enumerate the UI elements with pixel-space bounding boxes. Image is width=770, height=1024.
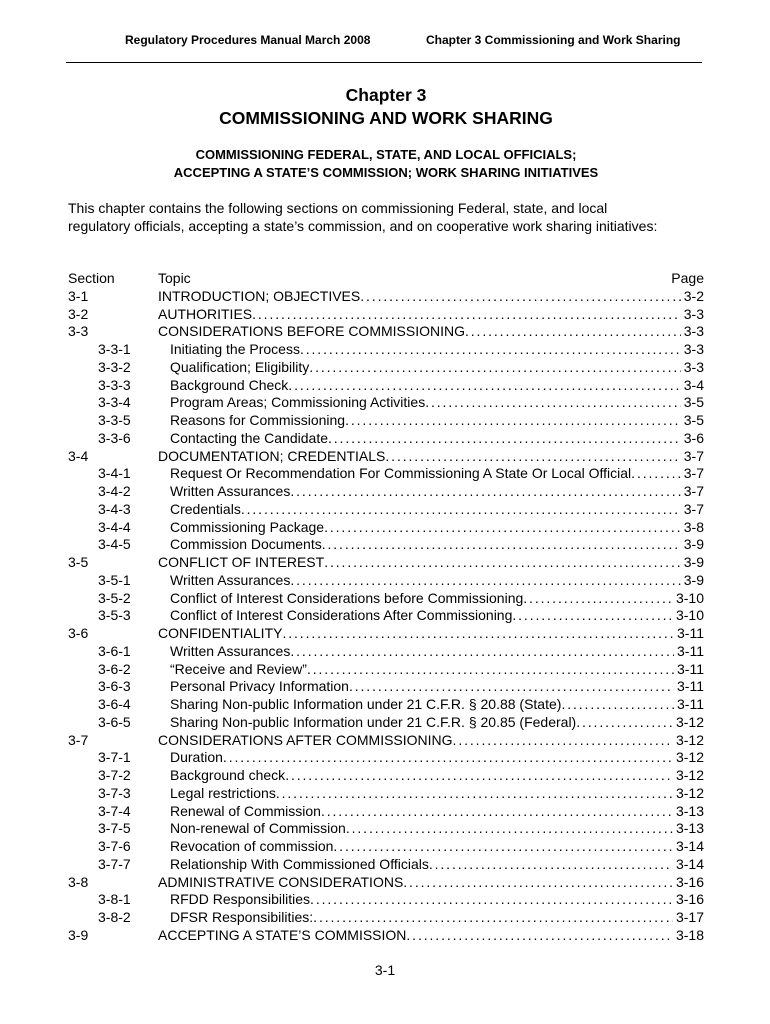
toc-page-number: 3-18: [675, 926, 704, 943]
toc-subsection-number: 3-4-4: [98, 518, 131, 535]
chapter-title: COMMISSIONING AND WORK SHARING: [219, 108, 553, 128]
toc-topic: Personal Privacy Information: [170, 678, 349, 695]
toc-topic: Written Assurances: [170, 483, 291, 499]
toc-section-number: 3-8: [68, 873, 89, 890]
toc-row: [68, 803, 704, 821]
toc-leader-dots: [321, 803, 673, 821]
toc-topic: Legal restrictions: [170, 784, 276, 801]
toc-subsection-number: 3-5-1: [98, 571, 131, 588]
toc-leader-dots: [307, 661, 674, 679]
header-rule: [66, 62, 702, 63]
toc-leader-dots: [322, 536, 681, 554]
toc-topic: Background Check: [170, 376, 289, 393]
toc-topic: Request Or Recommendation For Commissioning A State Or Local Official: [170, 465, 632, 482]
toc-page-number: 3-5: [683, 394, 704, 411]
toc-topic: Initiating the Process: [170, 341, 300, 357]
toc-leader-dots: [290, 483, 680, 501]
toc-subsection-number: 3-6-1: [98, 642, 131, 659]
toc-topic: Reasons for Commissioning: [170, 412, 346, 428]
running-header-right: Chapter 3 Commissioning and Work Sharing: [426, 33, 681, 47]
toc-topic: CONFLICT OF INTEREST: [158, 554, 325, 570]
toc-row: [68, 714, 704, 732]
toc-row: [68, 306, 704, 324]
toc-subsection-number: 3-5-2: [98, 589, 131, 606]
toc-page-number: 3-16: [675, 891, 704, 908]
toc-page-number: 3-11: [677, 660, 704, 677]
toc-topic: Sharing Non-public Information under 21 C.F.R. § 20.85 (Federal): [170, 713, 577, 730]
toc-subsection-number: 3-7-4: [98, 802, 131, 819]
toc-header-row: [68, 270, 704, 288]
toc-section-number: 3-6: [68, 625, 89, 641]
toc-topic: DOCUMENTATION; CREDENTIALS: [158, 447, 386, 464]
toc-subsection-number: 3-7-1: [98, 749, 131, 766]
toc-row: [68, 749, 704, 767]
toc-page-number: 3-11: [677, 678, 704, 695]
toc-leader-dots: [512, 607, 673, 625]
toc-subsection-number: 3-4-3: [98, 500, 131, 517]
toc-topic: INTRODUCTION; OBJECTIVES: [158, 287, 361, 304]
table-of-contents: [68, 270, 704, 945]
toc-page-number: 3-5: [683, 412, 704, 428]
toc-subsection-number: 3-3-2: [98, 358, 131, 375]
toc-page-number: 3-11: [677, 642, 704, 659]
toc-row: [68, 483, 704, 501]
toc-page-number: 3-8: [683, 518, 704, 535]
toc-subsection-number: 3-4-5: [98, 536, 131, 553]
toc-leader-dots: [465, 323, 681, 341]
chapter-number: Chapter 3: [345, 85, 427, 105]
toc-leader-dots: [345, 412, 681, 430]
toc-page-number: 3-7: [683, 447, 704, 464]
toc-page-number: 3-14: [675, 855, 704, 872]
toc-topic: CONSIDERATIONS AFTER COMMISSIONING: [158, 731, 453, 748]
toc-topic: Revocation of commission: [170, 838, 334, 854]
toc-row: [68, 501, 704, 519]
toc-topic: DFSR Responsibilities:: [170, 909, 314, 925]
toc-page-number: 3-4: [683, 376, 704, 393]
toc-row: [68, 572, 704, 590]
toc-row: [68, 909, 704, 927]
toc-page-number: 3-11: [677, 696, 704, 712]
toc-leader-dots: [223, 749, 673, 767]
toc-subsection-number: 3-5-3: [98, 607, 131, 624]
toc-topic: AUTHORITIES: [158, 305, 253, 322]
toc-leader-dots: [333, 838, 673, 856]
toc-topic: Duration: [170, 749, 223, 766]
toc-leader-dots: [285, 767, 673, 785]
toc-topic: Background check: [170, 767, 286, 783]
toc-row: [68, 607, 704, 625]
toc-page-number: 3-6: [683, 429, 704, 446]
toc-subsection-number: 3-3-4: [98, 394, 131, 411]
toc-row: [68, 394, 704, 412]
toc-section-number: 3-4: [68, 447, 89, 464]
toc-leader-dots: [561, 696, 674, 714]
toc-row: [68, 856, 704, 874]
toc-page-number: 3-9: [683, 554, 704, 570]
chapter-subtitle-line-1: COMMISSIONING FEDERAL, STATE, AND LOCAL OFFICIALS;: [195, 147, 577, 162]
toc-subsection-number: 3-7-2: [98, 767, 131, 783]
toc-leader-dots: [406, 927, 673, 945]
toc-row: [68, 323, 704, 341]
toc-page-number: 3-7: [683, 483, 704, 499]
toc-topic: Relationship With Commissioned Officials: [170, 855, 429, 872]
toc-page-number: 3-17: [675, 909, 704, 925]
toc-topic: CONSIDERATIONS BEFORE COMMISSIONING: [158, 323, 465, 340]
toc-topic: Program Areas; Commissioning Activities: [170, 394, 426, 411]
toc-row: [68, 288, 704, 306]
toc-subsection-number: 3-4-2: [98, 483, 131, 499]
toc-leader-dots: [309, 359, 680, 377]
toc-topic: Sharing Non-public Information under 21 C.F.R. § 20.88 (State): [170, 696, 562, 712]
toc-subsection-number: 3-4-1: [98, 465, 131, 482]
toc-leader-dots: [252, 306, 681, 324]
toc-page-number: 3-16: [675, 873, 704, 890]
toc-subsection-number: 3-3-5: [98, 412, 131, 428]
toc-leader-dots: [349, 678, 674, 696]
toc-page-number: 3-7: [683, 500, 704, 517]
toc-topic: Written Assurances: [170, 642, 291, 659]
toc-row: [68, 785, 704, 803]
toc-row: [68, 377, 704, 395]
chapter-subtitle-line-2: ACCEPTING A STATE’S COMMISSION; WORK SHARING INITIATIVES: [173, 165, 599, 180]
toc-topic: Non-renewal of Commission: [170, 820, 346, 837]
toc-column-section: Section: [68, 270, 115, 286]
toc-leader-dots: [310, 891, 673, 909]
toc-page-number: 3-13: [675, 802, 704, 819]
toc-subsection-number: 3-6-3: [98, 678, 131, 695]
toc-subsection-number: 3-7-6: [98, 838, 131, 854]
toc-leader-dots: [276, 785, 673, 803]
toc-leader-dots: [324, 519, 681, 537]
toc-leader-dots: [241, 501, 681, 519]
toc-topic: Written Assurances: [170, 571, 291, 588]
toc-row: [68, 643, 704, 661]
toc-row: [68, 838, 704, 856]
toc-topic: Conflict of Interest Considerations before Commissioning: [170, 589, 524, 606]
toc-row: [68, 678, 704, 696]
toc-row: [68, 820, 704, 838]
toc-row: [68, 341, 704, 359]
toc-row: [68, 661, 704, 679]
toc-subsection-number: 3-7-5: [98, 820, 131, 837]
toc-row: [68, 590, 704, 608]
toc-subsection-number: 3-6-5: [98, 713, 131, 730]
page-number: 3-1: [374, 962, 396, 978]
toc-subsection-number: 3-3-6: [98, 429, 131, 446]
toc-topic: ADMINISTRATIVE CONSIDERATIONS: [158, 873, 404, 890]
toc-subsection-number: 3-6-4: [98, 696, 131, 712]
toc-leader-dots: [300, 341, 681, 359]
toc-leader-dots: [576, 714, 673, 732]
toc-row: [68, 448, 704, 466]
toc-leader-dots: [631, 465, 681, 483]
toc-section-number: 3-1: [68, 287, 89, 304]
toc-topic: Commission Documents: [170, 536, 322, 553]
toc-section-number: 3-3: [68, 323, 89, 340]
toc-topic: Commissioning Package: [170, 518, 325, 535]
toc-page-number: 3-3: [683, 305, 704, 322]
toc-leader-dots: [290, 572, 680, 590]
toc-subsection-number: 3-8-2: [98, 909, 131, 925]
toc-topic: “Receive and Review”: [170, 660, 307, 677]
toc-subsection-number: 3-3-1: [98, 341, 131, 357]
toc-page-number: 3-10: [675, 589, 704, 606]
toc-page-number: 3-12: [675, 731, 704, 748]
toc-page-number: 3-3: [683, 358, 704, 375]
toc-subsection-number: 3-7-7: [98, 855, 131, 872]
toc-page-number: 3-9: [683, 536, 704, 553]
toc-topic: Contacting the Candidate: [170, 429, 328, 446]
toc-leader-dots: [425, 394, 681, 412]
toc-topic: Qualification; Eligibility: [170, 358, 310, 375]
toc-page-number: 3-12: [675, 749, 704, 766]
toc-leader-dots: [385, 448, 680, 466]
toc-leader-dots: [313, 909, 673, 927]
toc-topic: ACCEPTING A STATE’S COMMISSION: [158, 926, 407, 943]
toc-page-number: 3-2: [683, 287, 704, 304]
toc-leader-dots: [324, 554, 681, 572]
toc-page-number: 3-13: [675, 820, 704, 837]
toc-page-number: 3-3: [683, 341, 704, 357]
toc-row: [68, 696, 704, 714]
toc-section-number: 3-7: [68, 731, 89, 748]
toc-row: [68, 874, 704, 892]
toc-row: [68, 625, 704, 643]
toc-row: [68, 430, 704, 448]
toc-section-number: 3-2: [68, 305, 89, 322]
toc-section-number: 3-5: [68, 554, 89, 570]
toc-page-number: 3-12: [675, 767, 704, 783]
toc-leader-dots: [290, 643, 674, 661]
toc-row: [68, 536, 704, 554]
toc-row: [68, 412, 704, 430]
toc-topic: RFDD Responsibilities: [170, 891, 311, 908]
toc-page-number: 3-14: [675, 838, 704, 854]
toc-subsection-number: 3-6-2: [98, 660, 131, 677]
toc-column-page: Page: [671, 270, 704, 286]
toc-leader-dots: [360, 288, 681, 306]
toc-topic: Conflict of Interest Considerations After Commissioning: [170, 607, 513, 624]
toc-subsection-number: 3-8-1: [98, 891, 131, 908]
toc-row: [68, 465, 704, 483]
toc-leader-dots: [288, 377, 680, 395]
toc-leader-dots: [523, 590, 673, 608]
toc-row: [68, 732, 704, 750]
toc-leader-dots: [453, 732, 673, 750]
toc-leader-dots: [282, 625, 674, 643]
toc-column-topic: Topic: [158, 270, 191, 286]
toc-row: [68, 891, 704, 909]
toc-leader-dots: [346, 820, 673, 838]
toc-leader-dots: [328, 430, 681, 448]
toc-row: [68, 767, 704, 785]
toc-page-number: 3-12: [675, 784, 704, 801]
toc-page-number: 3-12: [675, 713, 704, 730]
toc-row: [68, 519, 704, 537]
toc-subsection-number: 3-7-3: [98, 784, 131, 801]
toc-page-number: 3-11: [677, 625, 704, 641]
toc-subsection-number: 3-3-3: [98, 376, 131, 393]
toc-leader-dots: [403, 874, 673, 892]
toc-topic: CONFIDENTIALITY: [158, 625, 283, 641]
intro-paragraph: This chapter contains the following sections on commissioning Federal, state, and local regulatory officials, accepting a state’s commission, and on cooperative work sharing initiatives:: [68, 200, 658, 234]
toc-page-number: 3-3: [683, 323, 704, 340]
toc-row: [68, 554, 704, 572]
toc-row: [68, 359, 704, 377]
running-header-left: Regulatory Procedures Manual March 2008: [125, 33, 371, 47]
toc-page-number: 3-7: [683, 465, 704, 482]
toc-row: [68, 927, 704, 945]
toc-leader-dots: [429, 856, 673, 874]
toc-topic: Renewal of Commission: [170, 802, 321, 819]
toc-section-number: 3-9: [68, 926, 89, 943]
toc-page-number: 3-9: [683, 571, 704, 588]
toc-page-number: 3-10: [675, 607, 704, 624]
toc-topic: Credentials: [170, 500, 241, 517]
